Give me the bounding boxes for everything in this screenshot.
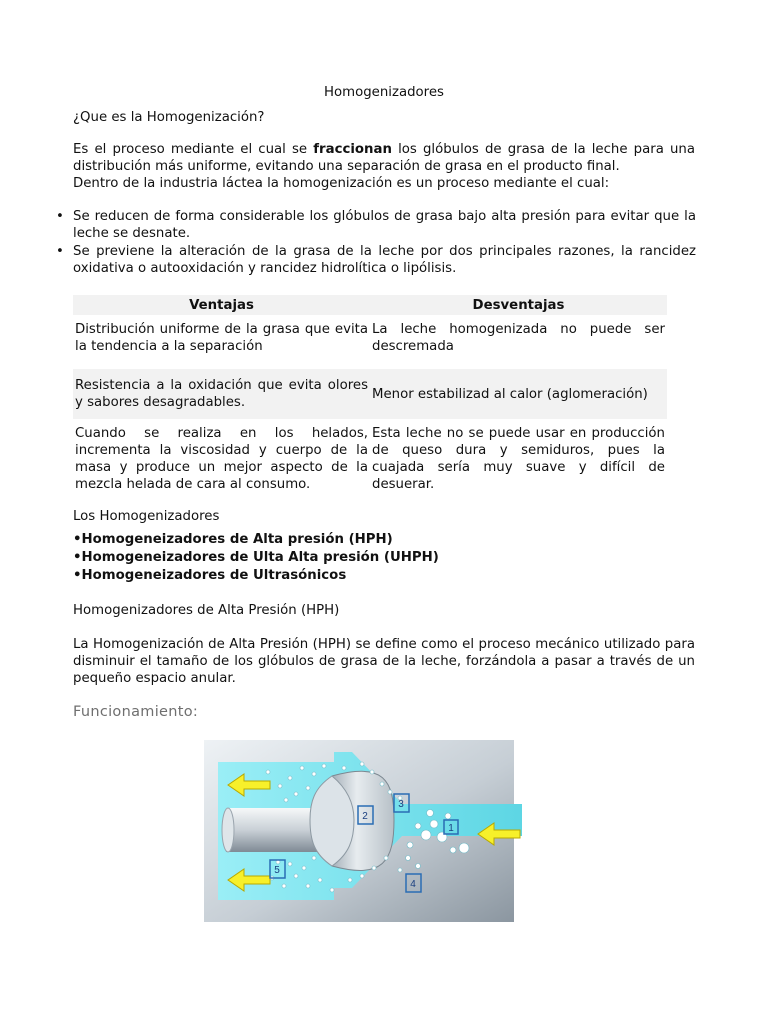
label-5: 5 [274, 865, 280, 876]
intro-paragraph [73, 141, 695, 192]
table-row [73, 315, 667, 369]
list-item: •Homogeneizadores de Alta presión (HPH) [73, 532, 393, 547]
table-row [73, 419, 667, 499]
piston-end [222, 808, 234, 852]
label-1: 1 [448, 823, 454, 834]
intro-line-2: Dentro de la industria láctea la homogenización es un proceso mediante el cual: [73, 176, 610, 191]
list-item [56, 208, 696, 242]
comparison-table [73, 295, 667, 499]
intro-line-1 [73, 141, 695, 175]
table-cell: Menor estabilizad al calor (aglomeración) [370, 369, 667, 419]
table-header-row [73, 295, 667, 315]
homogenizer-diagram [204, 740, 522, 922]
label-4: 4 [410, 879, 416, 890]
list-item [56, 243, 696, 277]
table-row [73, 369, 667, 419]
table-cell: Distribución uniforme de la grasa que evita la tendencia a la separación [75, 322, 368, 354]
question-heading: ¿Que es la Homogenización? [73, 110, 265, 125]
intro-text-2: los glóbulos de grasa de la leche para una distribución más uniforme, evitando una separación de grasa en el producto final. [73, 142, 695, 174]
table-cell: Resistencia a la oxidación que evita olores y sabores desagradables. [73, 369, 370, 419]
list-item: •Homogeneizadores de Ultrasónicos [73, 568, 347, 583]
bullet-text: Se reducen de forma considerable los glóbulos de grasa bajo alta presión para evitar que la leche se desnate. [73, 209, 696, 241]
table-cell: Cuando se realiza en los helados, incrementa la viscosidad y cuerpo de la masa y produce un mejor aspecto de la mezcla helada de cara al consumo. [75, 426, 368, 492]
list-item: •Homogeneizadores de Ulta Alta presión (UHPH) [73, 550, 439, 565]
bullet-text: Se previene la alteración de la grasa de la leche por dos principales razones, la rancidez oxidativa o autooxidación y rancidez hidrolítica o lipólisis. [73, 244, 696, 276]
table-header-ventajas: Ventajas [73, 295, 370, 315]
table-cell: La leche homogenizada no puede ser descremada [372, 322, 665, 354]
bullet-icon: • [56, 244, 64, 259]
label-3: 3 [398, 799, 404, 810]
bullet-icon: • [56, 209, 64, 224]
hph-heading: Homogenizadores de Alta Presión (HPH) [73, 603, 340, 618]
label-2: 2 [362, 811, 368, 822]
intro-bold-word: fraccionan [313, 142, 392, 157]
intro-text-1: Es el proceso mediante el cual se [73, 142, 314, 157]
homogenizer-types-list [73, 531, 439, 585]
bullet-list [56, 208, 696, 278]
hph-paragraph: La Homogenización de Alta Presión (HPH) se define como el proceso mecánico utilizado para disminuir el tamaño de los glóbulos de grasa de la leche, forzándola a pasar a través de un pequeño espacio anular. [73, 637, 695, 686]
table-cell: Esta leche no se puede usar en producción de queso dura y semiduros, pues la cuajada sería muy suave y difícil de desuerar. [372, 426, 665, 492]
table-header-desventajas: Desventajas [370, 295, 667, 315]
functioning-label: Funcionamiento: [73, 704, 199, 720]
homogenizers-heading: Los Homogenizadores [73, 509, 220, 524]
document-title: Homogenizadores [324, 85, 444, 100]
